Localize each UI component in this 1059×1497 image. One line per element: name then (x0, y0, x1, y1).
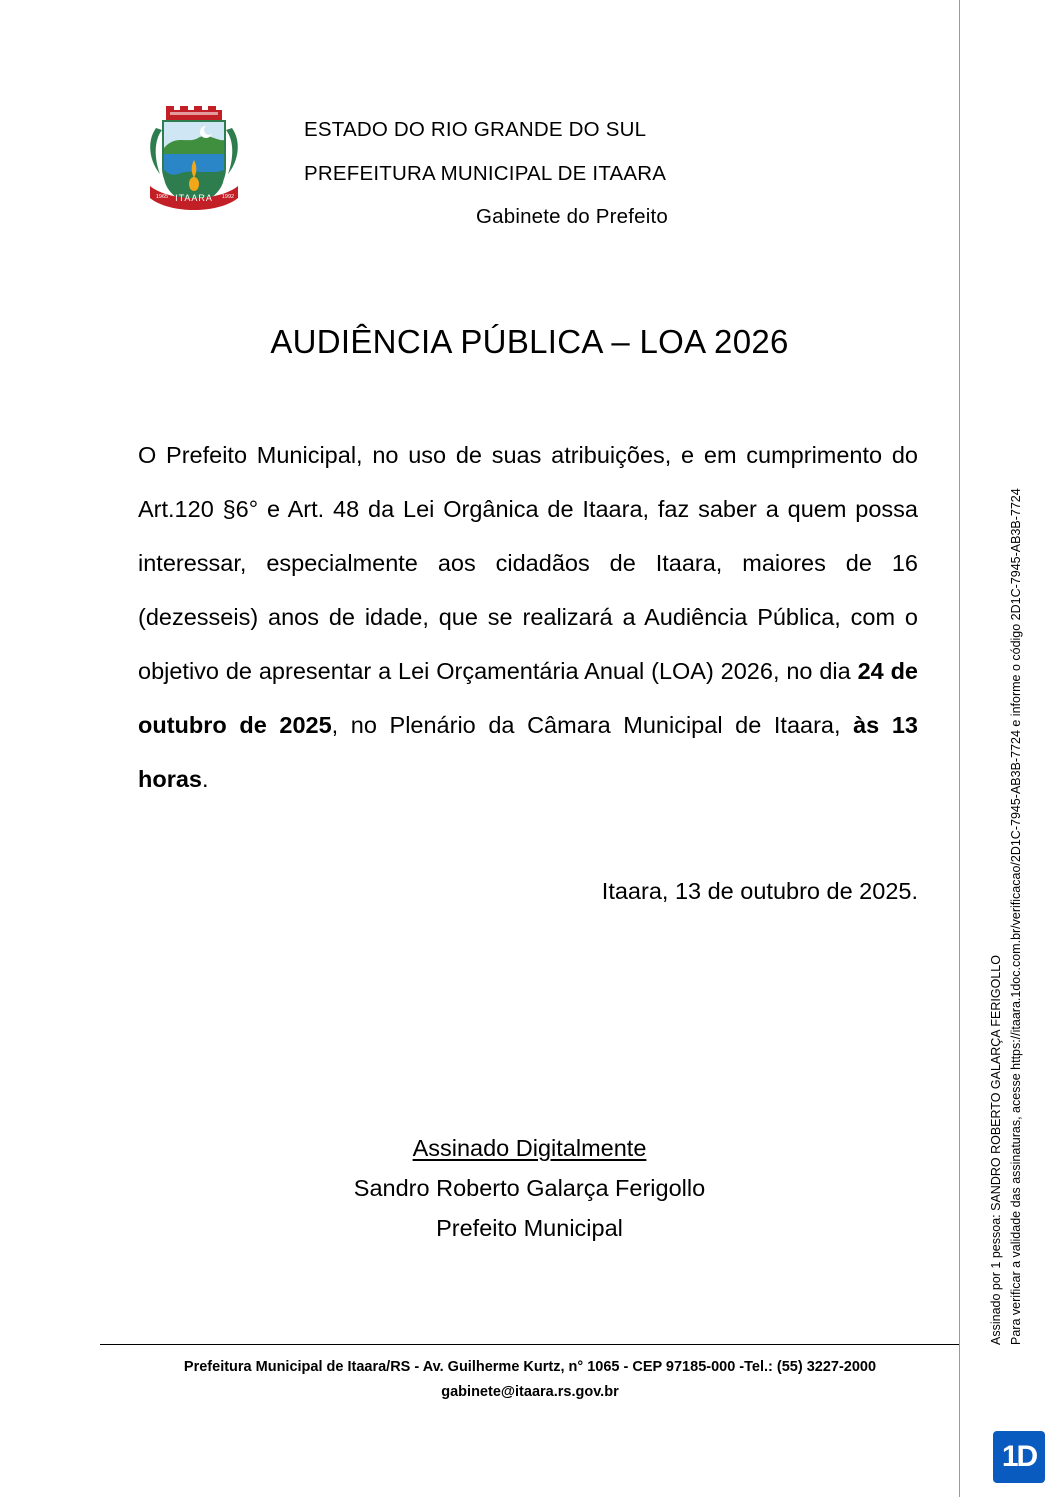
signature-validation-strip (959, 0, 1059, 1497)
footer (100, 1355, 960, 1405)
onedoc-badge-icon: 1D (993, 1431, 1045, 1483)
page-title: AUDIÊNCIA PÚBLICA – LOA 2026 (270, 323, 789, 360)
header-line-office: Gabinete do Prefeito (475, 205, 669, 228)
body-part-1: O Prefeito Municipal, no uso de suas atribuições, e em cumprimento do Art.120 §6° e Art. 48 da Lei Orgânica de Itaara, faz saber a quem possa interessar, especialmente aos cidadãos de Itaara, maiores de 16 (dezesseis) anos de idade, que se realizará a Audiência Pública, com o objetivo de apresentar a Lei Orçamentária Anual (LOA) 2026, no dia (138, 442, 918, 684)
footer-divider (100, 1344, 960, 1345)
coat-of-arms-icon (140, 98, 248, 226)
footer-address: Prefeitura Municipal de Itaara/RS - Av. Guilherme Kurtz, n° 1065 - CEP 97185-000 -Tel.: (55) 3227-2000 (183, 1359, 877, 1375)
header-line-state: ESTADO DO RIO GRANDE DO SUL (304, 118, 647, 141)
svg-text:1992: 1992 (221, 194, 235, 200)
place-and-date: Itaara, 13 de outubro de 2025. (601, 878, 918, 904)
header-text-block (248, 98, 930, 251)
signature-block (0, 1128, 1059, 1248)
body-part-3: . (202, 766, 209, 792)
verification-url-text: Para verificar a validade das assinaturas, acesse https://itaara.1doc.com.br/verificacao/2D1C-7945-AB3B-7724 e informe o código 2D1C-7945-AB3B-7724 (1009, 488, 1023, 1345)
signature-label: Assinado Digitalmente (412, 1135, 647, 1161)
header-line-city-hall: PREFEITURA MUNICIPAL DE ITAARA (304, 161, 667, 185)
body-bold-date: 24 de outubro de 2025 (138, 658, 918, 738)
body-bold-time: às 13 horas (138, 712, 918, 792)
strip-divider (959, 0, 960, 1497)
svg-text:1965: 1965 (155, 194, 169, 200)
body-paragraph (138, 428, 918, 806)
signer-info-text: Assinado por 1 pessoa: SANDRO ROBERTO GALARÇA FERIGOLLO (989, 955, 1003, 1345)
signature-name: Sandro Roberto Galarça Ferigollo (353, 1175, 706, 1201)
footer-email: gabinete@itaara.rs.gov.br (441, 1384, 619, 1400)
body-part-2: , no Plenário da Câmara Municipal de Itaara, (331, 712, 854, 738)
svg-text:ITAARA: ITAARA (175, 193, 213, 203)
signature-role: Prefeito Municipal (436, 1215, 623, 1241)
document-header (140, 98, 930, 251)
